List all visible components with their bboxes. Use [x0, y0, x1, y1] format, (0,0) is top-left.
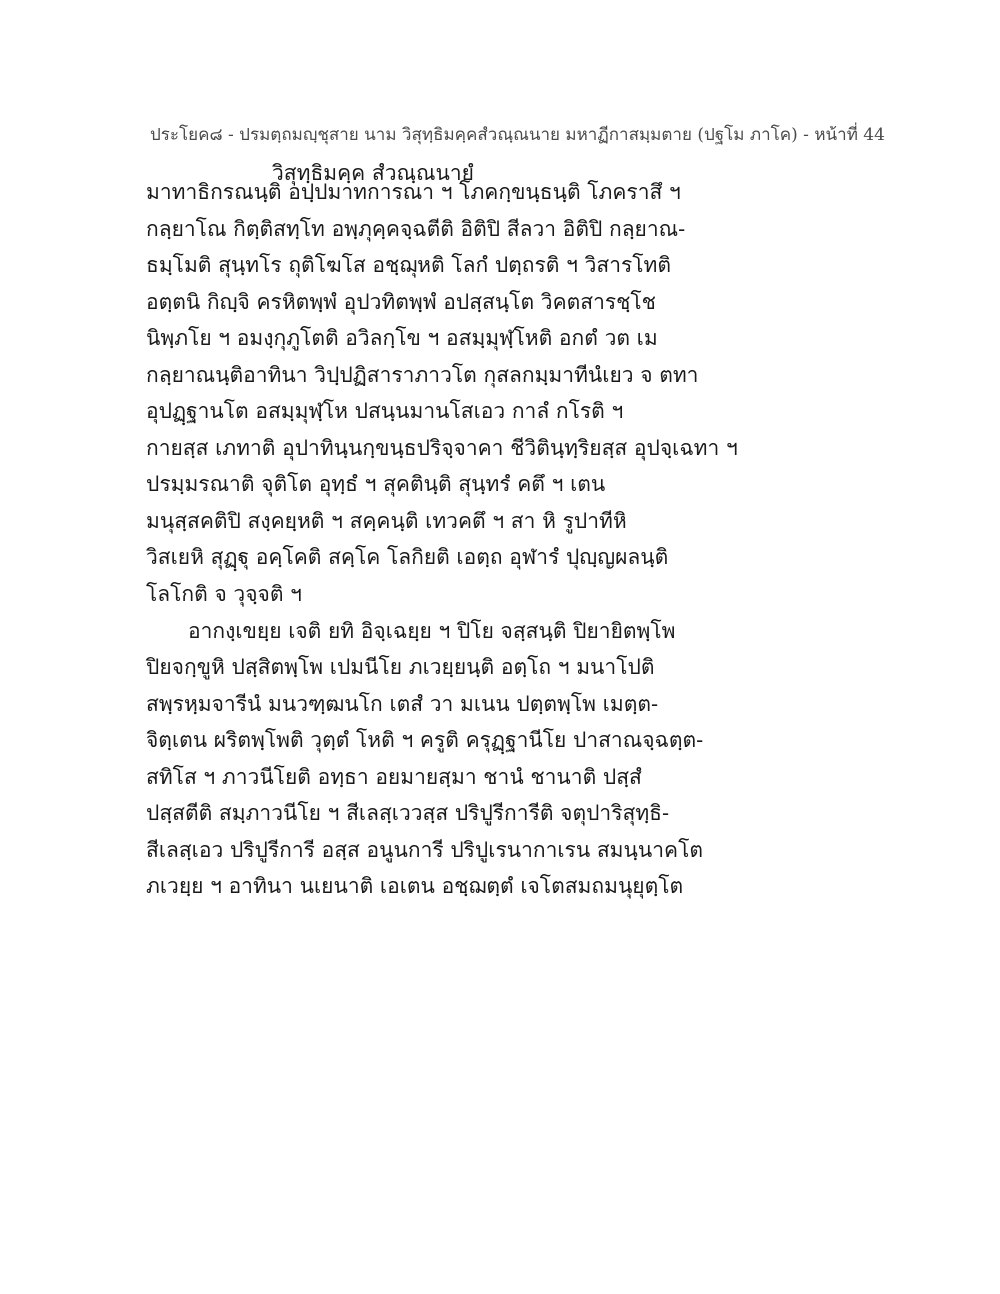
body-text [146, 174, 866, 905]
text-line: สีเลสฺเอว ปริปูรีการี อสฺส อนูนการี ปริปูเรนากาเรน สมนฺนาคโต [146, 837, 703, 862]
paragraph-start-line: อากงฺเขยฺย เจติ ยทิ อิจฺเฉยฺย ฯ ปิโย จสฺสนฺติ ปิยายิตพฺโพ [188, 618, 676, 643]
text-line: โลโกติ จ วุจฺจติ ฯ [146, 582, 302, 607]
text-line: นิพฺภโย ฯ อมงฺกุภูโตติ อวิลกฺโข ฯ อสมฺมุฬฺโหติ อกตํ วต เม [146, 326, 658, 351]
text-line: มาทาธิกรณนฺติ อปฺปมาทการณา ฯ โภคกฺขนฺธนฺติ โภคราสึ ฯ [146, 180, 681, 204]
text-line: จิตฺเตน ผริตพฺโพติ วุตฺตํ โหติ ฯ ครูติ ครุฏฺฐานีโย ปาสาณจฺฉตฺต- [146, 728, 704, 753]
text-line: ปิยจกฺขูหิ ปสฺสิตพฺโพ เปมนีโย ภเวยฺยนฺติ อตฺโถ ฯ มนาโปติ [146, 655, 655, 680]
text-line: อตฺตนิ กิญฺจิ ครหิตพฺพํ อุปวทิตพฺพํ อปสฺสนฺโต วิคตสารชฺโช [146, 289, 656, 314]
text-line: สพฺรหฺมจารีนํ มนวฑฺฒนโก เตสํ วา มเนน ปตฺตพฺโพ เมตฺต- [146, 691, 659, 716]
text-line: กายสฺส เภทาติ อุปาทินฺนกฺขนฺธปริจฺจาคา ชีวิตินฺทฺริยสฺส อุปจฺเฉทา ฯ [146, 435, 738, 460]
text-line: กลฺยาโณ กิตฺติสทฺโท อพฺภุคฺคจฺฉตีติ อิติปิ สีลวา อิติปิ กลฺยาณ- [146, 216, 686, 241]
text-line: กลฺยาณนฺติอาทินา วิปฺปฏิสาราภาวโต กุสลกมฺมาทีนํเยว จ ตทา [146, 362, 699, 387]
text-line: ปสฺสตีติ สมฺภาวนีโย ฯ สีเลสฺเววสฺส ปริปูรีการีติ จตุปาริสุทฺธิ- [146, 801, 670, 826]
running-header: ประโยค๘ - ปรมตฺถมญฺชุสาย นาม วิสุทฺธิมคฺคสํวณฺณนาย มหาฏีกาสมฺมตาย (ปฐโม ภาโค) - หน้าที่ 44 [150, 125, 885, 145]
text-line: ปรมฺมรณาติ จุติโต อุทฺธํ ฯ สุคตินฺติ สุนฺทรํ คตึ ฯ เตน [146, 472, 606, 497]
section-title: วิสุทฺธิมคฺค สํวณฺณนายํ [272, 161, 474, 185]
text-line: ภเวยฺย ฯ อาทินา นเยนาติ เอเตน อชฺฌตฺตํ เจโตสมถมนุยุตฺโต [146, 874, 684, 899]
text-line: วิสเยหิ สุฏฺฐุ อคฺโคติ สคฺโค โลกิยติ เอตฺถ อุฬารํ ปุญฺญผลนฺติ [146, 545, 669, 570]
text-line: ธมฺโมติ สุนฺทโร ถุติโฆโส อชฺฌุหติ โลกํ ปตฺถรติ ฯ วิสารโทติ [146, 253, 672, 278]
text-line: มนุสฺสคติปิ สงฺคยฺหติ ฯ สคฺคนฺติ เทวคตึ ฯ สา หิ รูปาทีหิ [146, 508, 627, 533]
text-line: สทิโส ฯ ภาวนีโยติ อทฺธา อยมายสฺมา ชานํ ชานาติ ปสฺสํ [146, 764, 642, 789]
text-line: อุปฏฺฐานโต อสมฺมุฬฺโห ปสนฺนมานโสเอว กาลํ กโรติ ฯ [146, 399, 624, 424]
